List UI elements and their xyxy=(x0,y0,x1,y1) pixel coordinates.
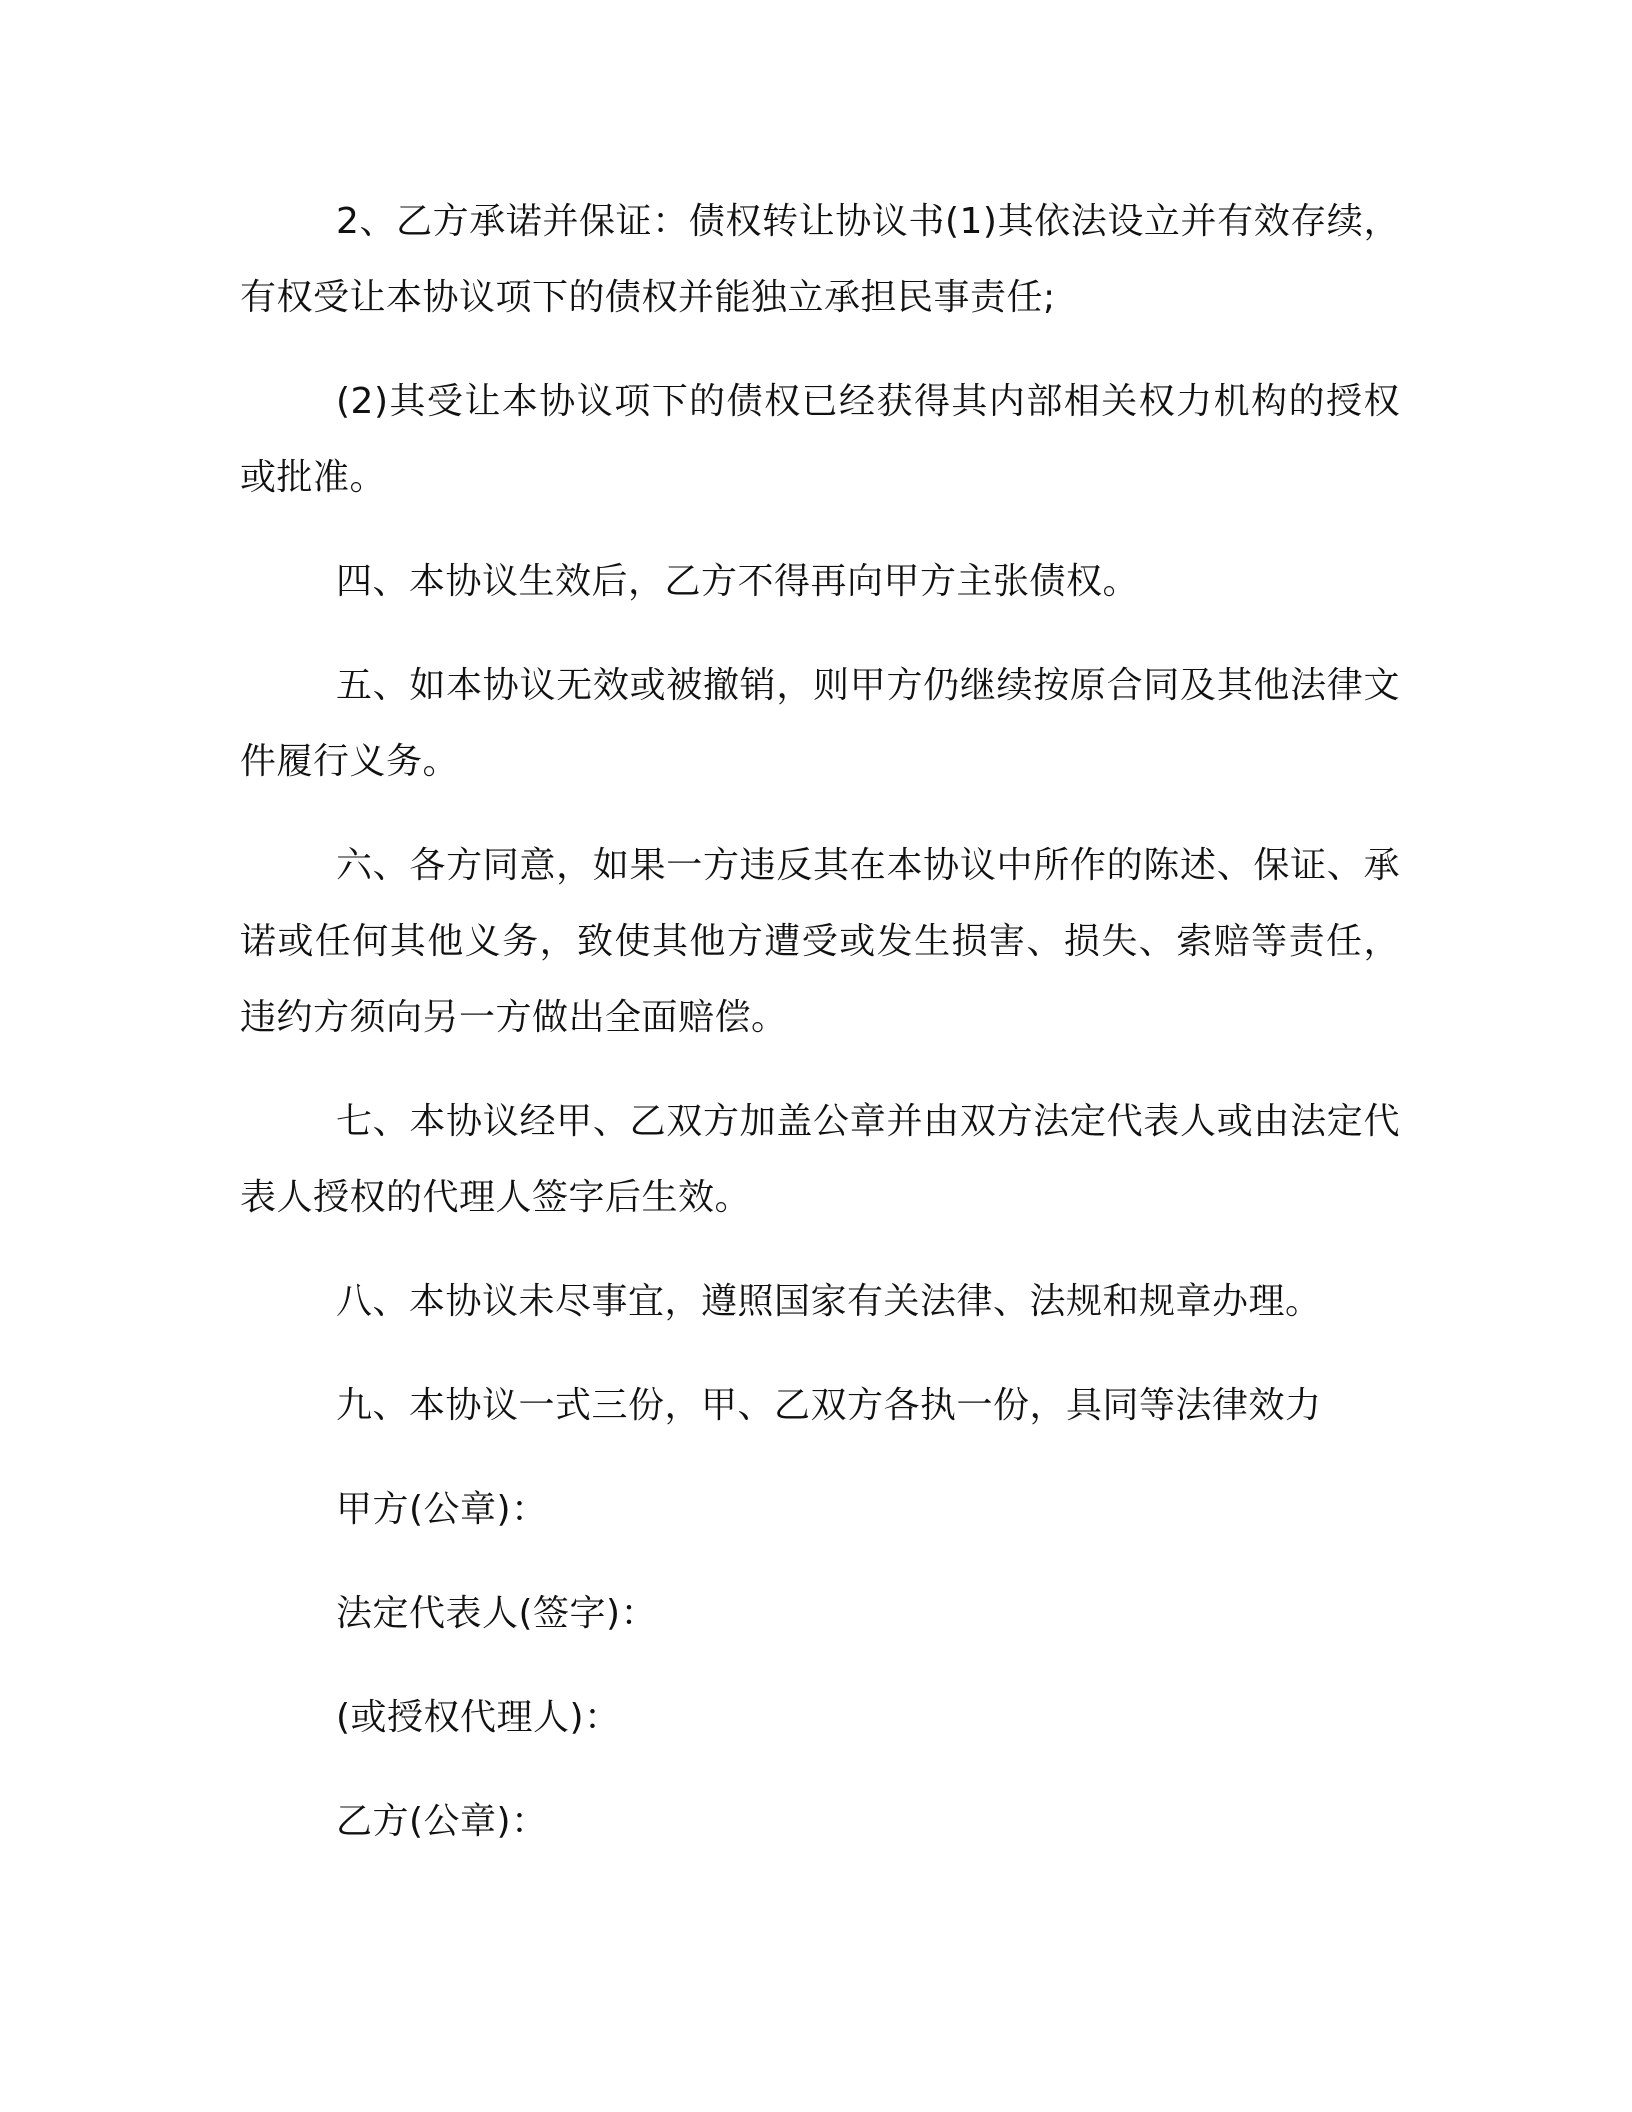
clause-2-guarantee: 2、乙方承诺并保证：债权转让协议书(1)其依法设立并有效存续，有权受让本协议项下的债权并能独立承担民事责任; xyxy=(240,201,1400,318)
clause-8: 八、本协议未尽事宜，遵照国家有关法律、法规和规章办理。 xyxy=(336,1281,1322,1322)
clause-6: 六、各方同意，如果一方违反其在本协议中所作的陈述、保证、承诺或任何其他义务，致使其他方遭受或发生损害、损失、索赔等责任，违约方须向另一方做出全面赔偿。 xyxy=(240,845,1400,1038)
clause-7: 七、本协议经甲、乙双方加盖公章并由双方法定代表人或由法定代表人授权的代理人签字后生效。 xyxy=(240,1101,1400,1218)
legal-representative-signature-line: 法定代表人(签字)： xyxy=(336,1593,658,1634)
party-a-seal-line: 甲方(公章)： xyxy=(336,1489,548,1530)
party-b-seal-line: 乙方(公章)： xyxy=(336,1801,548,1842)
clause-4: 四、本协议生效后，乙方不得再向甲方主张债权。 xyxy=(336,561,1140,602)
clause-5: 五、如本协议无效或被撤销，则甲方仍继续按原合同及其他法律文件履行义务。 xyxy=(240,665,1400,782)
clause-2-sub-2: (2)其受让本协议项下的债权已经获得其内部相关权力机构的授权或批准。 xyxy=(240,381,1400,498)
authorized-agent-line: (或授权代理人)： xyxy=(336,1697,621,1738)
clause-9: 九、本协议一式三份，甲、乙双方各执一份，具同等法律效力 xyxy=(336,1385,1322,1426)
document-body xyxy=(240,184,1400,1888)
